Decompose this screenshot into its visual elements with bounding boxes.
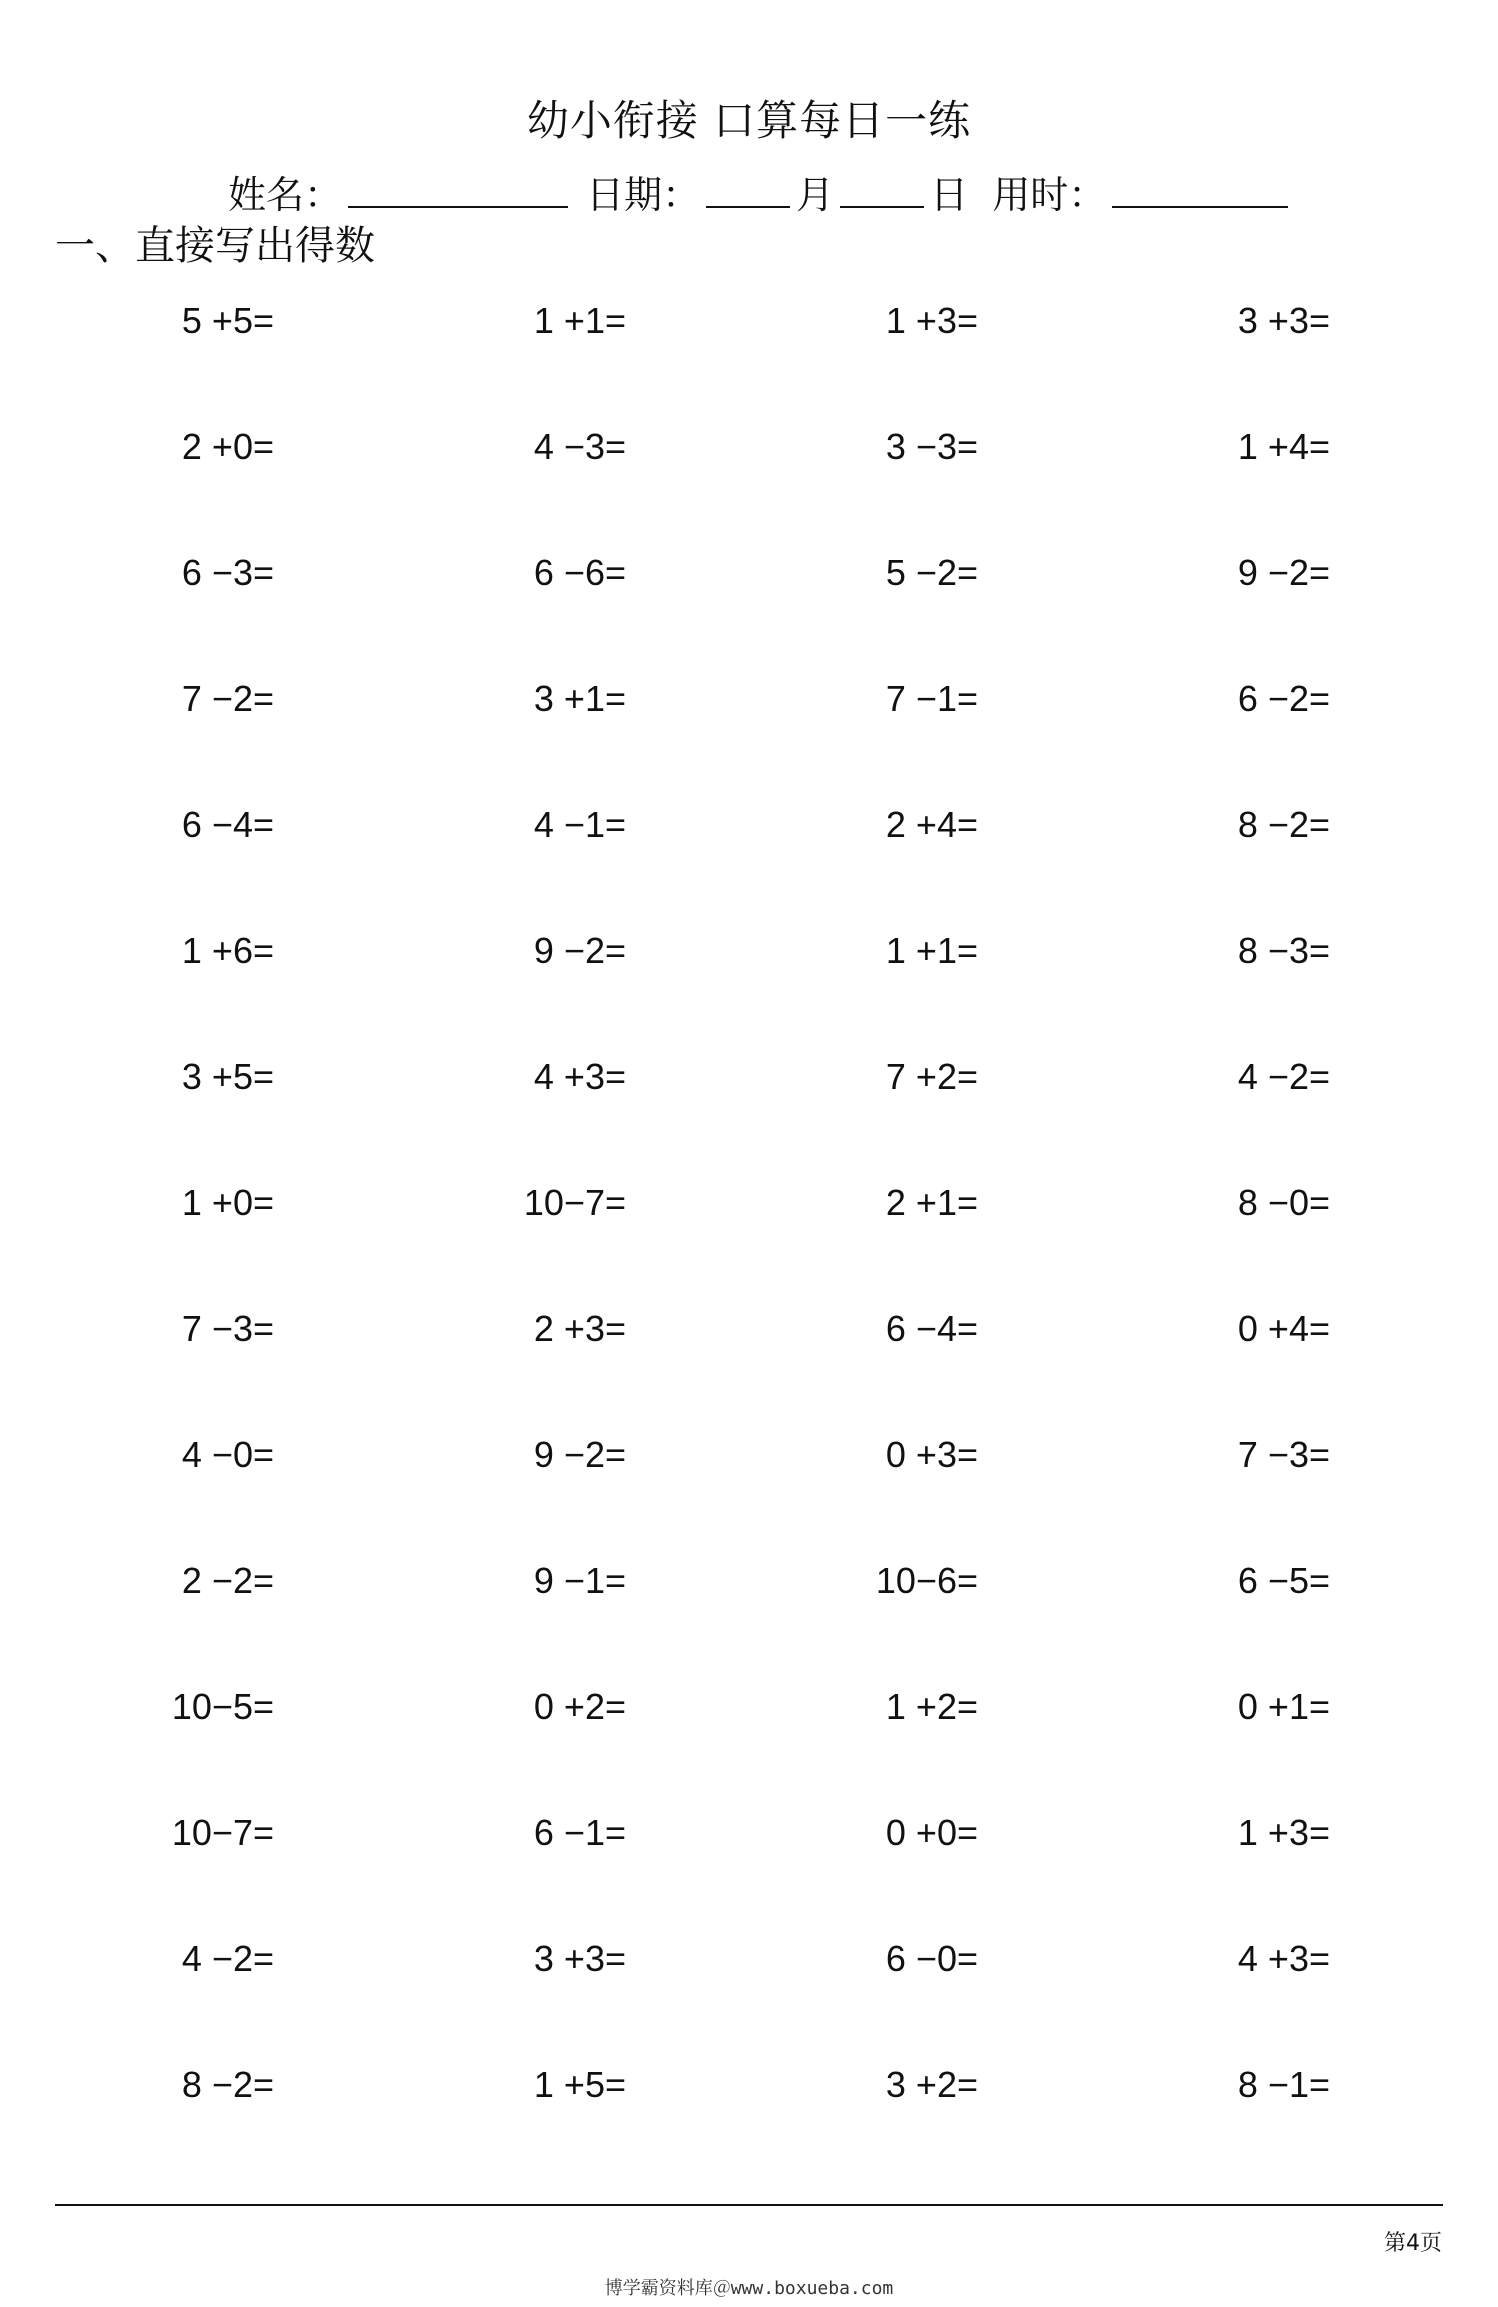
math-problem: 1 +3= (885, 300, 978, 341)
math-problem: 4 −3= (533, 426, 626, 467)
time-blank[interactable] (1112, 170, 1288, 208)
math-problem: 3 −3= (885, 426, 978, 467)
math-problem: 8 −2= (1237, 804, 1330, 845)
math-problem: 10−6= (875, 1560, 978, 1601)
footer-divider (55, 2204, 1443, 2206)
math-problem: 10−5= (171, 1686, 274, 1727)
section-title: 一、直接写出得数 (55, 223, 375, 269)
math-problem: 3 +5= (181, 1056, 274, 1097)
day-blank[interactable] (840, 170, 924, 208)
math-problem: 2 +4= (885, 804, 978, 845)
math-problem: 0 +0= (885, 1812, 978, 1853)
watermark: 博学霸资料库＠www.boxueba.com (604, 2278, 894, 2299)
problem-row (0, 1056, 1498, 1116)
problem-row (0, 1686, 1498, 1746)
month-blank[interactable] (706, 170, 790, 208)
math-problem: 0 +4= (1237, 1308, 1330, 1349)
math-problem: 1 +2= (885, 1686, 978, 1727)
math-problem: 1 +4= (1237, 426, 1330, 467)
problem-row (0, 426, 1498, 486)
math-problem: 0 +3= (885, 1434, 978, 1475)
math-problem: 3 +3= (533, 1938, 626, 1979)
math-problem: 2 +0= (181, 426, 274, 467)
problem-row (0, 678, 1498, 738)
math-problem: 6 −0= (885, 1938, 978, 1979)
problem-row (0, 1812, 1498, 1872)
problem-row (0, 1560, 1498, 1620)
math-problem: 0 +1= (1237, 1686, 1330, 1727)
problem-row (0, 1938, 1498, 1998)
math-problem: 8 −0= (1237, 1182, 1330, 1223)
math-problem: 3 +2= (885, 2064, 978, 2105)
math-problem: 6 −4= (181, 804, 274, 845)
math-problem: 6 −2= (1237, 678, 1330, 719)
math-problem: 4 −2= (181, 1938, 274, 1979)
math-problem: 6 −4= (885, 1308, 978, 1349)
problem-row (0, 300, 1498, 360)
math-problem: 5 +5= (181, 300, 274, 341)
month-label: 月 (796, 173, 835, 217)
name-label: 姓名： (228, 173, 343, 217)
math-problem: 9 −2= (1237, 552, 1330, 593)
math-problem: 6 −1= (533, 1812, 626, 1853)
math-problem: 3 +1= (533, 678, 626, 719)
math-problem: 6 −3= (181, 552, 274, 593)
math-problem: 6 −5= (1237, 1560, 1330, 1601)
math-problem: 1 +6= (181, 930, 274, 971)
math-problem: 4 −2= (1237, 1056, 1330, 1097)
page-number: 第4页 (1384, 2231, 1442, 2256)
math-problem: 4 −0= (181, 1434, 274, 1475)
problem-row (0, 2064, 1498, 2124)
math-problem: 7 −3= (1237, 1434, 1330, 1475)
page-title: 幼小衔接 口算每日一练 (526, 96, 972, 145)
math-problem: 7 −2= (181, 678, 274, 719)
math-problem: 7 +2= (885, 1056, 978, 1097)
problem-row (0, 1434, 1498, 1494)
problem-row (0, 1182, 1498, 1242)
math-problem: 2 +1= (885, 1182, 978, 1223)
math-problem: 1 +0= (181, 1182, 274, 1223)
math-problem: 10−7= (171, 1812, 274, 1853)
math-problem: 8 −2= (181, 2064, 274, 2105)
math-problem: 1 +1= (533, 300, 626, 341)
math-problem: 4 −1= (533, 804, 626, 845)
math-problem: 1 +5= (533, 2064, 626, 2105)
math-problem: 4 +3= (1237, 1938, 1330, 1979)
math-problem: 2 +3= (533, 1308, 626, 1349)
math-problem: 8 −1= (1237, 2064, 1330, 2105)
math-problem: 6 −6= (533, 552, 626, 593)
math-problem: 10−7= (523, 1182, 626, 1223)
math-problem: 9 −2= (533, 930, 626, 971)
student-info-line (228, 164, 1294, 219)
problem-row (0, 552, 1498, 612)
math-problem: 2 −2= (181, 1560, 274, 1601)
name-blank[interactable] (348, 170, 568, 208)
math-problem: 1 +3= (1237, 1812, 1330, 1853)
math-problem: 1 +1= (885, 930, 978, 971)
math-problem: 0 +2= (533, 1686, 626, 1727)
problem-row (0, 804, 1498, 864)
math-problem: 9 −2= (533, 1434, 626, 1475)
problem-row (0, 1308, 1498, 1368)
math-problem: 5 −2= (885, 552, 978, 593)
math-problem: 3 +3= (1237, 300, 1330, 341)
math-problem: 4 +3= (533, 1056, 626, 1097)
math-problem: 7 −3= (181, 1308, 274, 1349)
math-problem: 7 −1= (885, 678, 978, 719)
math-problem: 9 −1= (533, 1560, 626, 1601)
day-label: 日 (930, 173, 969, 217)
time-label: 用时： (992, 173, 1107, 217)
problem-row (0, 930, 1498, 990)
math-problem: 8 −3= (1237, 930, 1330, 971)
date-label: 日期： (586, 173, 701, 217)
